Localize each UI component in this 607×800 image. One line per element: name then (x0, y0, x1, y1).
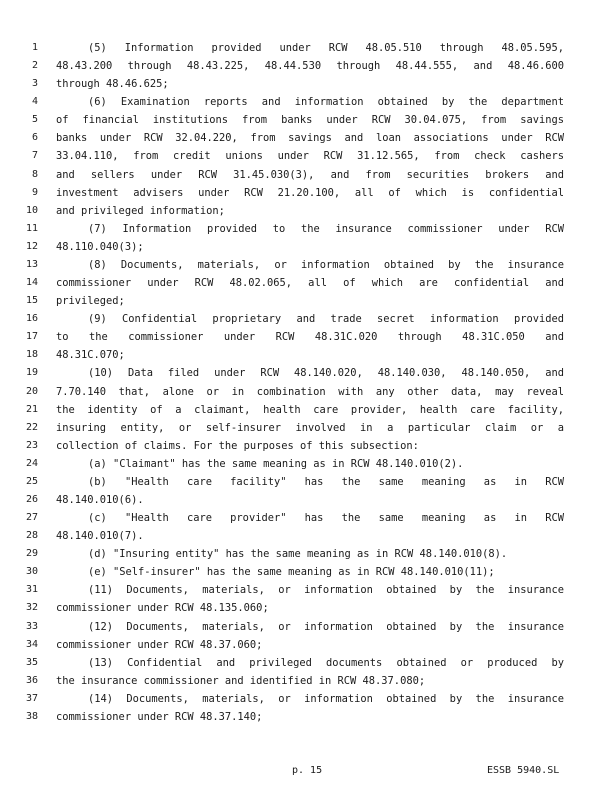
line-text: investment advisers under RCW 21.20.100, all of which is confidential (56, 186, 564, 199)
line-text: (6) Examination reports and information obtained by the department (88, 96, 564, 109)
line-number: 27 (25, 512, 38, 524)
line-text: (e) "Self-insurer" has the same meaning as in RCW 48.140.010(11); (88, 566, 495, 579)
document-line (0, 509, 607, 527)
document-line (0, 39, 607, 57)
line-text: 48.43.200 through 48.43.225, 48.44.530 through 48.44.555, and 48.46.600 (56, 60, 564, 73)
line-text: privileged; (56, 295, 125, 308)
line-number: 25 (25, 475, 38, 487)
document-line (0, 545, 607, 563)
line-number: 23 (25, 439, 38, 451)
line-number: 8 (31, 168, 38, 180)
line-text: the identity of a claimant, health care provider, health care facility, (56, 403, 564, 416)
line-number: 13 (25, 258, 38, 270)
line-number: 32 (25, 602, 38, 614)
line-text: 48.140.010(7). (56, 530, 144, 543)
line-number: 3 (31, 78, 38, 90)
line-text: 48.110.040(3); (56, 240, 144, 253)
document-line (0, 491, 607, 509)
document-line (0, 708, 607, 726)
line-number: 26 (25, 494, 38, 505)
line-number: 20 (25, 385, 38, 397)
line-text: 48.140.010(6). (56, 494, 144, 506)
document-line (0, 220, 607, 238)
line-text: to the commissioner under RCW 48.31C.020 through 48.31C.050 and (56, 331, 564, 344)
line-number: 6 (31, 132, 38, 144)
line-text: (8) Documents, materials, or information obtained by the insurance (88, 258, 564, 271)
bill-identifier: ESSB 5940.SL (487, 765, 560, 776)
document-line (0, 419, 607, 437)
line-text: commissioner under RCW 48.135.060; (56, 602, 269, 615)
line-number: 7 (31, 150, 38, 162)
document-line (0, 473, 607, 491)
document-line (0, 636, 607, 654)
line-text: (9) Confidential proprietary and trade secret information provided (88, 313, 564, 326)
line-text: (14) Documents, materials, or information obtained by the insurance (88, 692, 564, 705)
document-line (0, 274, 607, 292)
line-text: (12) Documents, materials, or information obtained by the insurance (88, 620, 564, 633)
line-text: through 48.46.625; (56, 78, 169, 91)
document-line (0, 75, 607, 93)
document-line (0, 654, 607, 672)
line-text: 7.70.140 that, alone or in combination with any other data, may reveal (56, 385, 564, 398)
line-number: 2 (31, 60, 38, 72)
line-number: 10 (25, 204, 38, 216)
page-number: p. 15 (292, 765, 323, 776)
line-number: 28 (25, 530, 38, 542)
document-line (0, 202, 607, 220)
document-line (0, 166, 607, 184)
document-line (0, 401, 607, 419)
line-number: 37 (25, 692, 38, 704)
document-line (0, 455, 607, 473)
line-number: 15 (25, 295, 38, 307)
document-line (0, 292, 607, 310)
line-text: and sellers under RCW 31.45.030(3), and from securities brokers and (56, 168, 564, 181)
document-line (0, 93, 607, 111)
line-text: (c) "Health care provider" has the same meaning as in RCW (88, 512, 564, 525)
document-line (0, 563, 607, 581)
document-line (0, 383, 607, 401)
document-line (0, 310, 607, 328)
line-number: 35 (25, 656, 38, 668)
line-number: 31 (25, 584, 38, 596)
line-number: 18 (25, 349, 38, 361)
document-line (0, 129, 607, 147)
line-number: 29 (25, 548, 38, 560)
line-number: 4 (31, 96, 38, 108)
line-number: 19 (25, 367, 38, 379)
line-text: (5) Information provided under RCW 48.05.510 through 48.05.595, (88, 42, 564, 54)
line-text: (7) Information provided to the insurance commissioner under RCW (88, 222, 564, 235)
line-text: (b) "Health care facility" has the same meaning as in RCW (88, 475, 564, 488)
line-text: commissioner under RCW 48.02.065, all of which are confidential and (56, 277, 564, 290)
line-number: 11 (25, 222, 38, 234)
document-line (0, 581, 607, 599)
line-number: 1 (31, 42, 38, 53)
document-line (0, 57, 607, 75)
line-text: and privileged information; (56, 204, 225, 217)
document-line (0, 111, 607, 129)
line-number: 36 (25, 674, 38, 686)
line-number: 17 (25, 331, 38, 343)
line-text: collection of claims. For the purposes of this subsection: (56, 439, 419, 452)
document-line (0, 147, 607, 165)
line-number: 33 (25, 620, 38, 632)
document-line (0, 527, 607, 545)
line-text: of financial institutions from banks under RCW 30.04.075, from savings (56, 114, 564, 127)
line-text: (11) Documents, materials, or information obtained by the insurance (88, 584, 564, 597)
line-text: (a) "Claimant" has the same meaning as in RCW 48.140.010(2). (88, 457, 464, 470)
document-line (0, 618, 607, 636)
line-text: (13) Confidential and privileged documents obtained or produced by (88, 656, 564, 669)
document-line (0, 328, 607, 346)
line-number: 12 (25, 240, 38, 252)
document-line (0, 256, 607, 274)
line-text: insuring entity, or self-insurer involved in a particular claim or a (56, 421, 564, 434)
document-line (0, 184, 607, 202)
line-number: 16 (25, 313, 38, 325)
line-number: 9 (31, 186, 38, 198)
line-number: 30 (25, 566, 38, 578)
line-number: 34 (25, 638, 38, 650)
document-line (0, 690, 607, 708)
line-number: 24 (25, 457, 38, 469)
line-number: 21 (25, 403, 38, 415)
line-text: banks under RCW 32.04.220, from savings and loan associations under RCW (56, 132, 564, 145)
line-text: commissioner under RCW 48.37.140; (56, 710, 263, 723)
line-number: 22 (25, 421, 38, 433)
line-text: (10) Data filed under RCW 48.140.020, 48.140.030, 48.140.050, and (88, 367, 564, 380)
line-text: commissioner under RCW 48.37.060; (56, 638, 263, 651)
line-number: 38 (25, 710, 38, 722)
line-text: (d) "Insuring entity" has the same meaning as in RCW 48.140.010(8). (88, 548, 508, 561)
document-line (0, 238, 607, 256)
document-line (0, 346, 607, 364)
document-line (0, 672, 607, 690)
document-line (0, 364, 607, 382)
line-text: the insurance commissioner and identified in RCW 48.37.080; (56, 674, 426, 687)
document-line (0, 599, 607, 617)
line-number: 5 (31, 114, 38, 126)
line-text: 48.31C.070; (56, 349, 125, 362)
document-line (0, 437, 607, 455)
line-number: 14 (25, 277, 38, 289)
line-text: 33.04.110, from credit unions under RCW 31.12.565, from check cashers (56, 150, 564, 163)
